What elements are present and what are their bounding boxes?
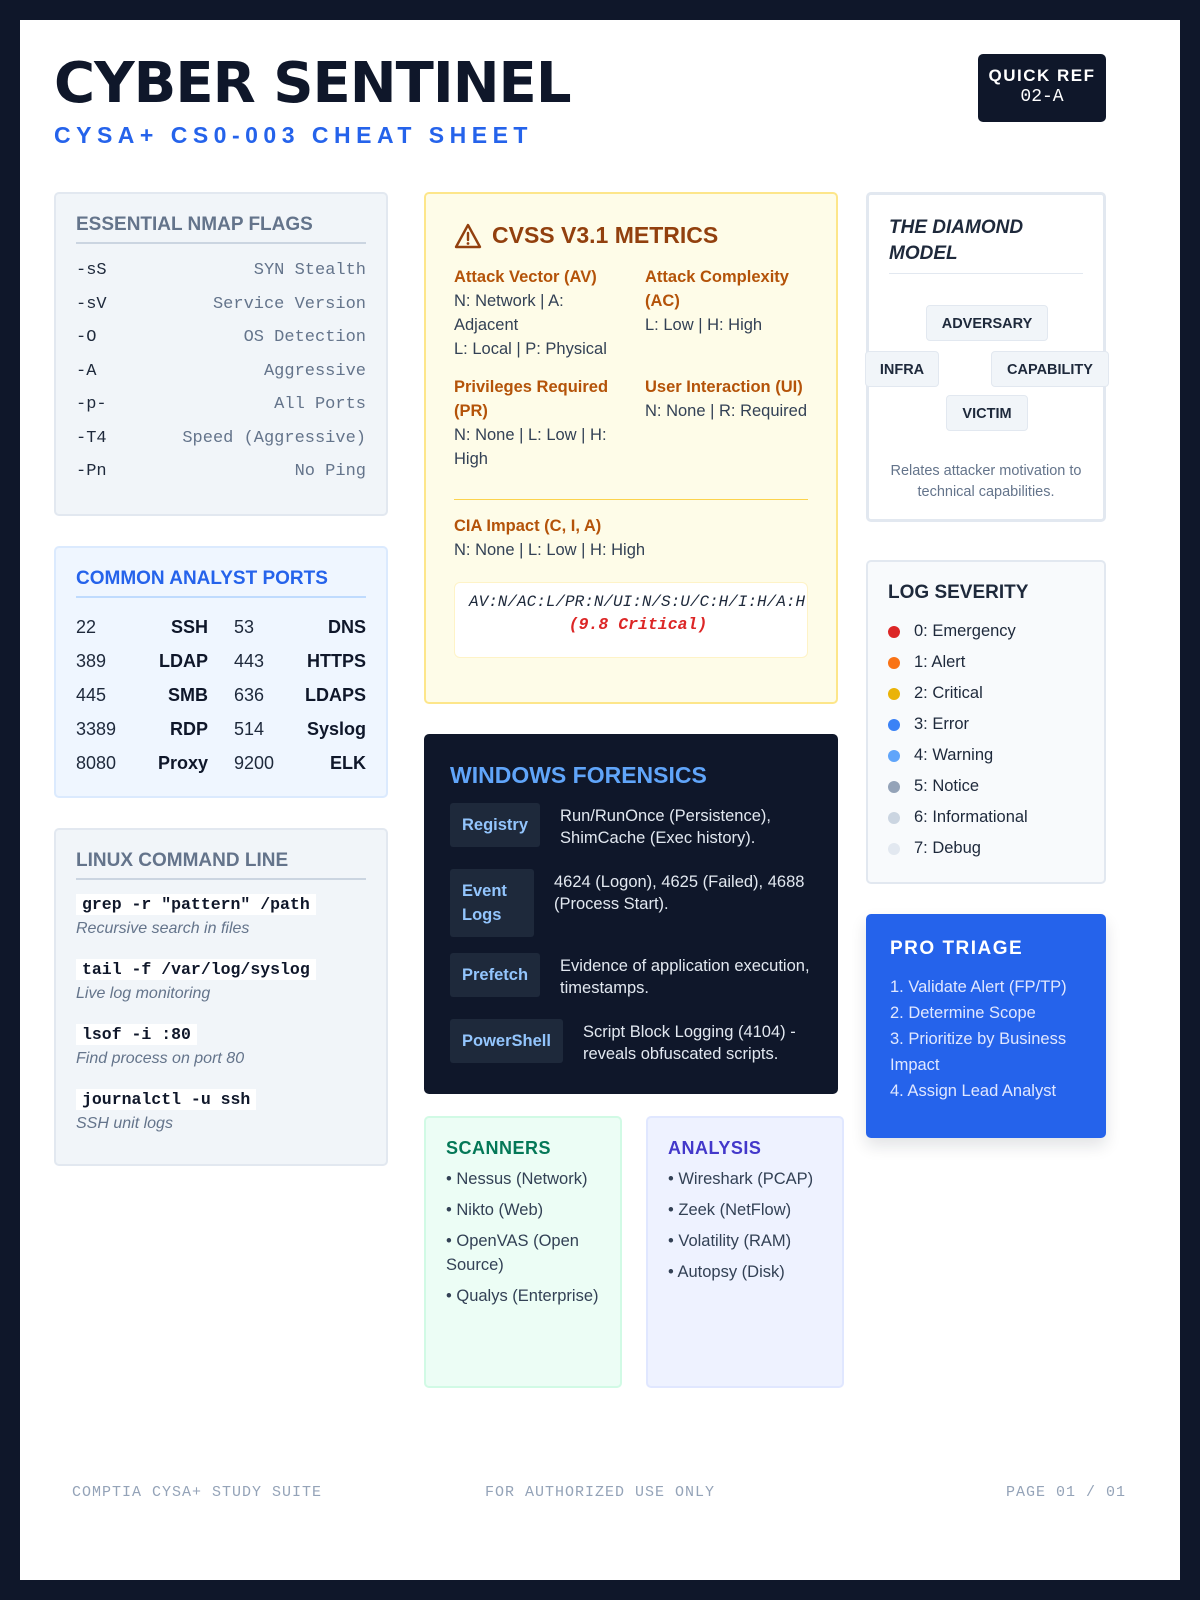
port-entry: [76, 746, 208, 780]
command-item: [76, 1024, 366, 1089]
severity-item: [888, 647, 1084, 678]
severity-label: 3: Error: [914, 715, 970, 733]
diamond-caption: Relates attacker motivation to technical capabilities.: [890, 463, 1082, 500]
severity-item: [888, 616, 1084, 647]
forensics-item: [450, 803, 812, 869]
severity-item: [888, 678, 1084, 709]
severity-dot: [888, 812, 900, 824]
cvss-impact: [454, 514, 808, 562]
nmap-flag: -T4: [76, 428, 107, 448]
scanner-list: [446, 1167, 600, 1308]
scanner-item: • Qualys (Enterprise): [446, 1287, 599, 1305]
severity-heading: LOG SEVERITY: [888, 582, 1029, 603]
nmap-desc: Service Version: [212, 294, 366, 314]
port-service: LDAPS: [304, 684, 366, 705]
nmap-flag-list: [76, 254, 366, 489]
nmap-desc: SYN Stealth: [253, 261, 366, 281]
triage-step: 4. Assign Lead Analyst: [890, 1082, 1057, 1100]
port-service: DNS: [327, 616, 366, 637]
badge-code: 02-A: [1020, 87, 1064, 107]
nmap-desc: Speed (Aggressive): [182, 428, 366, 448]
command-desc: Recursive search in files: [76, 920, 250, 937]
port-entry: [234, 678, 366, 712]
footer-page-number: PAGE 01 / 01: [1005, 1484, 1126, 1501]
forensics-item: [450, 1019, 812, 1085]
nmap-heading: ESSENTIAL NMAP FLAGS: [76, 214, 366, 244]
port-entry: [76, 610, 208, 644]
command-code: journalctl -u ssh: [76, 1089, 256, 1110]
analysis-heading: ANALYSIS: [668, 1138, 762, 1158]
severity-label: 7: Debug: [914, 839, 981, 857]
port-entry: [76, 678, 208, 712]
cvss-divider: [454, 499, 808, 500]
port-entry: [234, 610, 366, 644]
nmap-flag: -sV: [76, 294, 107, 314]
linux-heading: LINUX COMMAND LINE: [76, 850, 366, 880]
severity-label: 6: Informational: [914, 808, 1028, 826]
cvss-vector-string: AV:N/AC:L/PR:N/UI:N/S:U/C:H/I:H/A:H: [469, 593, 806, 611]
cvss-metric: [645, 375, 808, 471]
port-service: ELK: [330, 752, 366, 773]
severity-label: 5: Notice: [914, 777, 980, 795]
port-number: 3389: [76, 718, 117, 739]
triage-steps: [890, 974, 1082, 1104]
scanner-item: • Nessus (Network): [446, 1170, 588, 1188]
metric-value: L: Low | H: High: [645, 316, 763, 334]
forensics-desc: 4624 (Logon), 4625 (Failed), 4688 (Process Start).: [554, 873, 805, 913]
forensics-list: [450, 803, 812, 1085]
metric-value: L: Local | P: Physical: [454, 340, 607, 358]
port-entry: [76, 644, 208, 678]
triage-step: 3. Prioritize by Business Impact: [890, 1030, 1067, 1074]
triage-heading: PRO TRIAGE: [890, 938, 1024, 959]
command-desc: Find process on port 80: [76, 1050, 245, 1067]
command-desc: Live log monitoring: [76, 985, 211, 1002]
port-number: 445: [76, 684, 107, 705]
forensics-tag: Event Logs: [450, 869, 534, 937]
metric-value: N: None | L: Low | H: High: [454, 426, 607, 468]
triage-step: 2. Determine Scope: [890, 1004, 1036, 1022]
port-service: RDP: [169, 718, 208, 739]
scanner-item: • Nikto (Web): [446, 1201, 544, 1219]
port-service: HTTPS: [306, 650, 366, 671]
diamond-node-infra: INFRA: [865, 351, 939, 387]
diamond-node-adversary: ADVERSARY: [926, 305, 1048, 341]
ports-heading: COMMON ANALYST PORTS: [76, 568, 366, 598]
ports-grid: [76, 610, 366, 780]
port-number: 443: [234, 650, 265, 671]
metric-label: User Interaction (UI): [645, 378, 803, 396]
nmap-row: [76, 422, 366, 456]
metric-value: N: Network | A: Adjacent: [454, 292, 564, 334]
page-subtitle: CYSA+ CS0-003 CHEAT SHEET: [54, 122, 533, 148]
nmap-flags-card: [54, 192, 388, 516]
cvss-metric-grid: [454, 265, 808, 485]
cvss-metrics-card: [424, 192, 838, 704]
nmap-desc: Aggressive: [263, 361, 366, 381]
triage-step: 1. Validate Alert (FP/TP): [890, 978, 1067, 996]
cvss-heading: CVSS V3.1 METRICS: [492, 222, 719, 248]
command-list: [76, 894, 366, 1154]
metric-label: Attack Vector (AV): [454, 268, 597, 286]
quick-ref-badge: [978, 54, 1106, 122]
log-severity-card: [866, 560, 1106, 884]
analyst-ports-card: [54, 546, 388, 798]
forensics-desc: Script Block Logging (4104) - reveals obfuscated scripts.: [582, 1023, 796, 1063]
forensics-tag: Registry: [450, 803, 540, 847]
nmap-row: [76, 455, 366, 489]
analysis-item: • Zeek (NetFlow): [668, 1201, 792, 1219]
port-entry: [234, 746, 366, 780]
severity-dot: [888, 626, 900, 638]
analysis-item: • Volatility (RAM): [668, 1232, 792, 1250]
diamond-model-card: [866, 192, 1106, 522]
cvss-vector-box: [454, 582, 808, 658]
command-item: [76, 1089, 366, 1154]
severity-dot: [888, 657, 900, 669]
port-service: SSH: [170, 616, 208, 637]
command-code: lsof -i :80: [76, 1024, 197, 1045]
severity-dot: [888, 719, 900, 731]
nmap-desc: No Ping: [294, 462, 366, 482]
metric-label: Attack Complexity (AC): [645, 268, 789, 310]
nmap-row: [76, 388, 366, 422]
nmap-row: [76, 321, 366, 355]
severity-dot: [888, 688, 900, 700]
port-number: 9200: [234, 752, 275, 773]
scanner-item: • OpenVAS (Open Source): [446, 1232, 579, 1274]
linux-command-card: [54, 828, 388, 1166]
warning-icon: [454, 223, 482, 249]
forensics-tag: PowerShell: [450, 1019, 563, 1063]
scanners-card: [424, 1116, 622, 1388]
port-service: Syslog: [306, 718, 366, 739]
nmap-row: [76, 254, 366, 288]
footer-notice: FOR AUTHORIZED USE ONLY: [484, 1484, 716, 1501]
analysis-item: • Wireshark (PCAP): [668, 1170, 814, 1188]
windows-heading: WINDOWS FORENSICS: [450, 762, 707, 788]
analysis-card: [646, 1116, 844, 1388]
scanners-heading: SCANNERS: [446, 1138, 552, 1158]
metric-value: N: None | R: Required: [645, 402, 808, 420]
cvss-metric: [454, 375, 617, 471]
severity-dot: [888, 843, 900, 855]
cvss-header: [454, 222, 808, 249]
cvss-score: (9.8 Critical): [568, 615, 708, 634]
port-number: 389: [76, 650, 107, 671]
severity-label: 2: Critical: [914, 684, 983, 702]
port-entry: [76, 712, 208, 746]
nmap-flag: -p-: [76, 395, 107, 415]
port-number: 8080: [76, 752, 117, 773]
port-number: 514: [234, 718, 265, 739]
nmap-flag: -sS: [76, 261, 107, 281]
severity-list: [888, 616, 1084, 864]
severity-item: [888, 709, 1084, 740]
nmap-row: [76, 355, 366, 389]
command-item: [76, 959, 366, 1024]
nmap-flag: -Pn: [76, 462, 107, 482]
metric-label: Privileges Required (PR): [454, 378, 609, 420]
command-desc: SSH unit logs: [76, 1115, 173, 1132]
port-entry: [234, 644, 366, 678]
command-code: tail -f /var/log/syslog: [76, 959, 316, 980]
nmap-row: [76, 288, 366, 322]
forensics-item: [450, 869, 812, 953]
diamond-node-capability: CAPABILITY: [991, 351, 1109, 387]
nmap-desc: All Ports: [274, 395, 366, 415]
port-number: 53: [234, 616, 255, 637]
analysis-list: [668, 1167, 822, 1284]
severity-item: [888, 740, 1084, 771]
impact-value: N: None | L: Low | H: High: [454, 541, 646, 559]
pro-triage-card: [866, 914, 1106, 1138]
analysis-item: • Autopsy (Disk): [668, 1263, 785, 1281]
severity-label: 1: Alert: [914, 653, 966, 671]
badge-label: QUICK REF: [988, 66, 1096, 85]
port-number: 636: [234, 684, 265, 705]
footer-suite: COMPTIA CYSA+ STUDY SUITE: [72, 1484, 323, 1501]
diamond-node-victim: VICTIM: [946, 395, 1028, 431]
port-service: Proxy: [157, 752, 208, 773]
cvss-metric: [454, 265, 617, 361]
diamond-heading: THE DIAMOND MODEL: [889, 215, 1083, 274]
nmap-desc: OS Detection: [243, 328, 366, 348]
forensics-tag: Prefetch: [450, 953, 540, 997]
severity-dot: [888, 750, 900, 762]
severity-label: 0: Emergency: [914, 622, 1016, 640]
cvss-metric: [645, 265, 808, 361]
nmap-flag: -A: [76, 361, 97, 381]
impact-label: CIA Impact (C, I, A): [454, 517, 602, 535]
severity-label: 4: Warning: [914, 746, 994, 764]
port-number: 22: [76, 616, 97, 637]
forensics-desc: Run/RunOnce (Persistence), ShimCache (Exec history).: [560, 807, 771, 847]
port-entry: [234, 712, 366, 746]
port-service: SMB: [168, 684, 208, 705]
page-title: CYBER SENTINEL: [54, 51, 571, 116]
port-service: LDAP: [159, 650, 208, 671]
windows-forensics-card: [424, 734, 838, 1094]
command-item: [76, 894, 366, 959]
forensics-desc: Evidence of application execution, timestamps.: [560, 957, 810, 997]
severity-dot: [888, 781, 900, 793]
severity-item: [888, 771, 1084, 802]
forensics-item: [450, 953, 812, 1019]
nmap-flag: -O: [76, 328, 97, 348]
severity-item: [888, 833, 1084, 864]
command-code: grep -r "pattern" /path: [76, 894, 316, 915]
severity-item: [888, 802, 1084, 833]
